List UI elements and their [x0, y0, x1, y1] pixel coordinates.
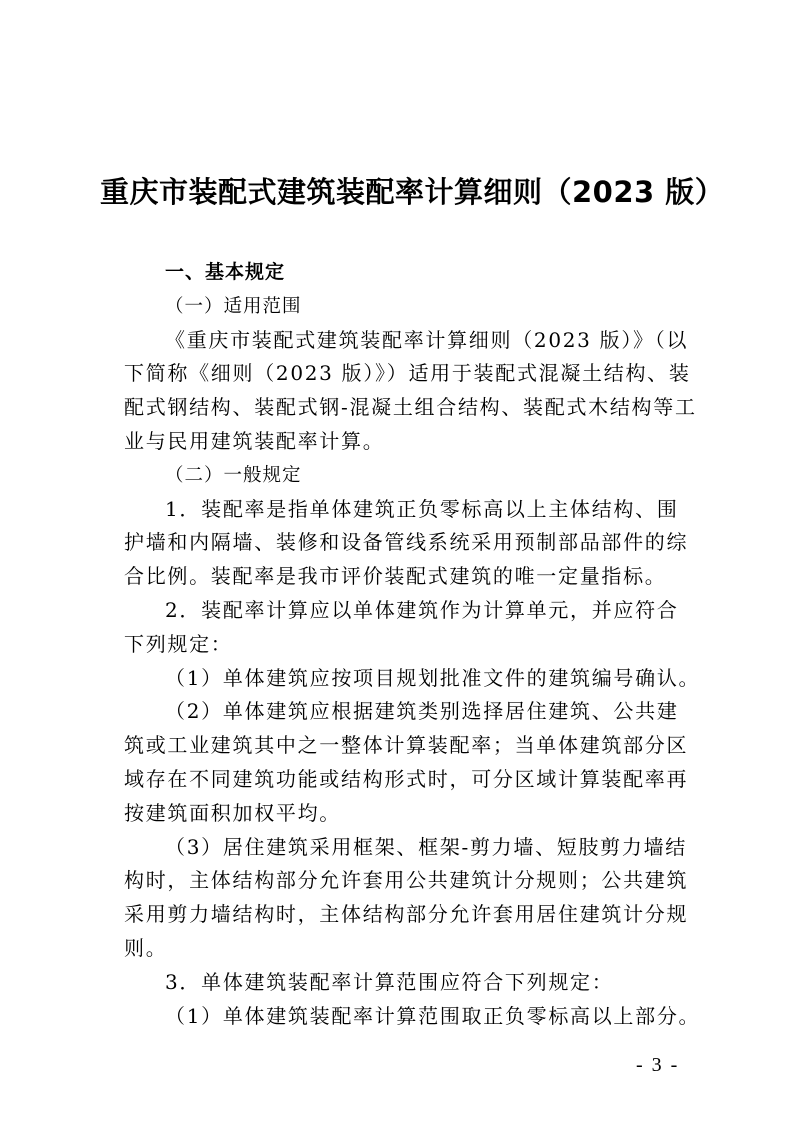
paragraph-line: （1）单体建筑应按项目规划批准文件的建筑编号确认。 — [165, 665, 701, 690]
section-heading-basic-rules: 一、基本规定 — [165, 261, 286, 283]
paragraph-line: 业与民用建筑装配率计算。 — [124, 428, 385, 453]
paragraph-line: 合比例。装配率是我市评价装配式建筑的唯一定量指标。 — [124, 564, 667, 589]
paragraph-line: 构时，主体结构部分允许套用公共建筑计分规则；公共建筑 — [124, 868, 689, 893]
paragraph-line: 域存在不同建筑功能或结构形式时，可分区域计算装配率再 — [124, 766, 689, 791]
paragraph-line: 则。 — [124, 935, 168, 960]
paragraph-line: 筑或工业建筑其中之一整体计算装配率；当单体建筑部分区 — [124, 733, 689, 758]
subsection-heading-scope: （一）适用范围 — [165, 295, 302, 317]
page-number: - 3 - — [636, 1054, 680, 1076]
paragraph-line: （3）居住建筑采用框架、框架-剪力墙、短肢剪力墙结 — [165, 834, 687, 859]
paragraph-line: 1．装配率是指单体建筑正负零标高以上主体结构、围 — [165, 496, 679, 521]
paragraph-line: 采用剪力墙结构时，主体结构部分允许套用居住建筑计分规 — [124, 902, 689, 927]
subsection-heading-general-rules: （二）一般规定 — [165, 464, 302, 486]
paragraph-line: 下简称《细则（2023 版）》）适用于装配式混凝土结构、装 — [124, 361, 691, 386]
paragraph-line: 2．装配率计算应以单体建筑作为计算单元，并应符合 — [165, 597, 679, 622]
document-title: 重庆市装配式建筑装配率计算细则（2023 版） — [100, 175, 725, 209]
paragraph-line: 下列规定： — [124, 631, 233, 656]
paragraph-line: 3．单体建筑装配率计算范围应符合下列规定： — [165, 969, 614, 994]
paragraph-line: 配式钢结构、装配式钢-混凝土组合结构、装配式木结构等工 — [124, 395, 697, 420]
paragraph-line: （2）单体建筑应根据建筑类别选择居住建筑、公共建 — [165, 699, 679, 724]
document-body — [124, 256, 701, 1033]
paragraph-line: 按建筑面积加权平均。 — [124, 800, 341, 825]
paragraph-line: （1）单体建筑装配率计算范围取正负零标高以上部分。 — [165, 1003, 701, 1028]
paragraph-line: 《重庆市装配式建筑装配率计算细则（2023 版）》（以 — [165, 327, 689, 352]
paragraph-line: 护墙和内隔墙、装修和设备管线系统采用预制部品部件的综 — [124, 530, 689, 555]
